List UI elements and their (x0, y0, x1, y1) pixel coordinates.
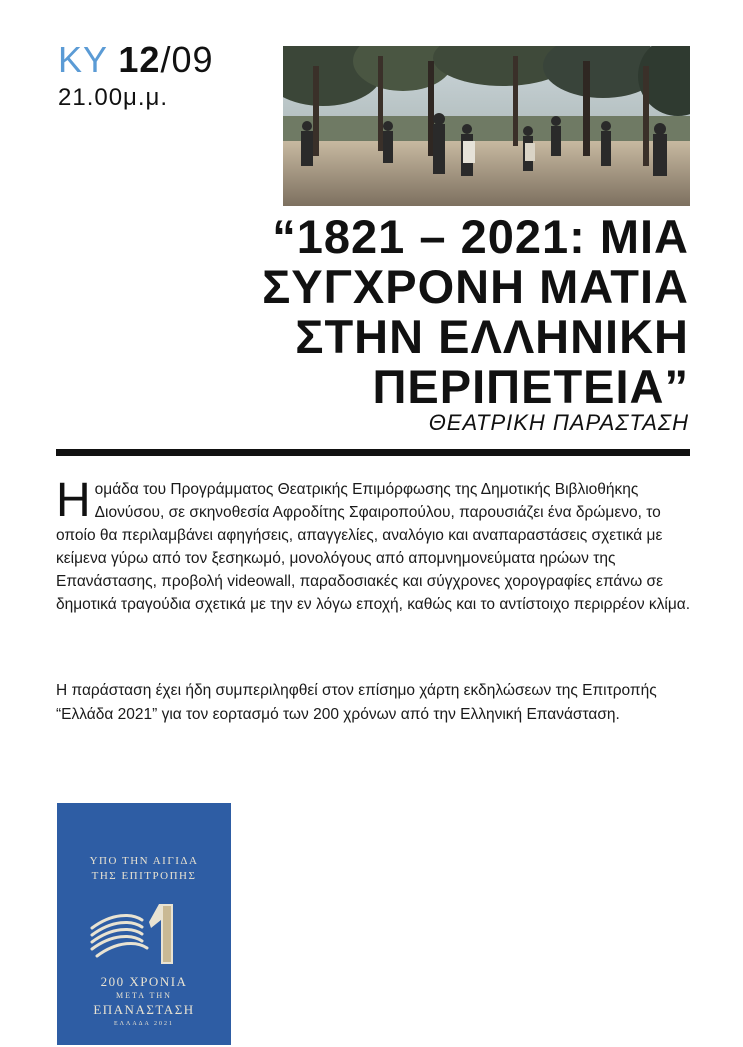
drop-cap: Η (56, 474, 91, 527)
logo-21-emblem-icon (87, 898, 201, 970)
title-line: ΣΥΓΧΡΟΝΗ ΜΑΤΙΑ (262, 260, 689, 313)
logo-line: ΕΠΑΝΑΣΤΑΣΗ (93, 1002, 195, 1017)
divider (56, 449, 690, 456)
event-month: /09 (160, 39, 214, 80)
greece-2021-logo (57, 803, 231, 1045)
title-line: “1821 – 2021: ΜΙΑ (272, 210, 689, 263)
event-subtitle: ΘΕΑΤΡΙΚΗ ΠΑΡΑΣΤΑΣΗ (428, 410, 689, 435)
logo-line: ΥΠΟ ΤΗΝ ΑΙΓΙΔΑ (89, 855, 199, 867)
logo-line: ΤΗΣ ΕΠΙΤΡΟΠΗΣ (91, 870, 197, 882)
event-time: 21.00μ.μ. (58, 84, 169, 111)
title-line: ΣΤΗΝ ΕΛΛΗΝΙΚΗ (295, 310, 689, 363)
description-paragraph (56, 474, 696, 616)
event-photo (283, 46, 690, 206)
title-line: ΠΕΡΙΠΕΤΕΙΑ” (372, 360, 689, 413)
event-title (89, 212, 689, 412)
event-date (58, 40, 213, 80)
note-paragraph: Η παράσταση έχει ήδη συμπεριληφθεί στον επίσημο χάρτη εκδηλώσεων της Επιτροπής “Ελλάδα 2021” για τον εορτασμό των 200 χρόνων από την Ελληνική Επανάσταση. (56, 682, 657, 723)
logo-line: ΜΕΤΑ ΤΗΝ (116, 991, 172, 1000)
logo-line: 200 ΧΡΟΝΙΑ (100, 974, 188, 989)
event-day: ΚΥ (58, 39, 108, 80)
description-text: ομάδα του Προγράμματος Θεατρικής Επιμόρφωσης της Δημοτικής Βιβλιοθήκης Διονύσου, σε σκηνοθεσία Αφροδίτης Σφαιροπούλου, παρουσιάζει ένα δρώμενο, το οποίο θα περιλαμβάνει αφηγήσεις, απαγγελίες, αναλόγιο και αναπαραστάσεις σχετικά με κείμενα γύρω από τον ξεσηκωμό, μονολόγους από απομνημονεύματα ηρώων της Επανάστασης, προβολή videowall, παραδοσιακές και σύγχρονες χορογραφίες επάνω σε δημοτικά τραγούδια σχετικά με την εν λόγω εποχή, καθώς και το αντίστοιχο περιρρέον κλίμα. (56, 481, 691, 613)
logo-line: ΕΛΛΑΔΑ 2021 (113, 1021, 175, 1027)
event-day-number: 12 (118, 39, 161, 80)
